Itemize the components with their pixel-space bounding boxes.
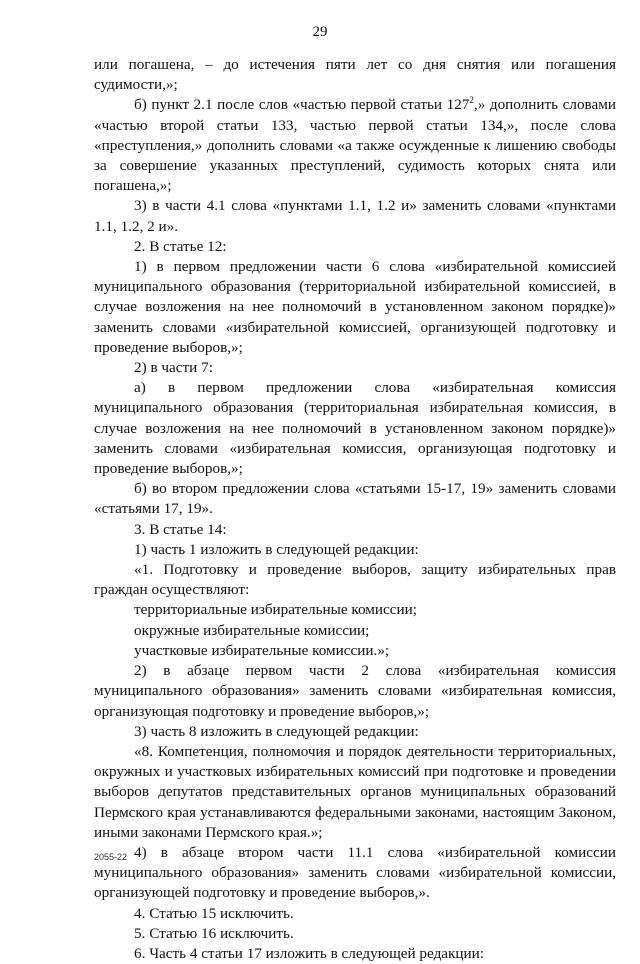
- paragraph-article-17-part-4: 6. Часть 4 статьи 17 изложить в следующей редакции:: [134, 944, 485, 962]
- paragraph-article-12-item-2a: а) в первом предложении слова «избирательная комиссия муниципального образования (территориальная избирательная комиссия, в случае возложения на нее полномочий в установленном законом порядке)» заменить словами «избирательная комиссия, организующая подготовку и проведение выборов,»;: [94, 379, 616, 478]
- footer-document-code: 2055-22: [94, 852, 128, 862]
- paragraph-article-14-item-3: 3) часть 8 изложить в следующей редакции:: [134, 722, 419, 740]
- paragraph-article-16-excluded: 5. Статью 16 исключить.: [134, 924, 294, 942]
- paragraph-item-3-part-4-1: 3) в части 4.1 слова «пунктами 1.1, 1.2 и» заменить словами «пунктами 1.1, 1.2, 2 и».: [94, 197, 616, 235]
- paragraph-article-12-item-1: 1) в первом предложении части 6 слова «избирательной комиссией муниципального образования (территориальной избирательной комиссией, в случае возложения на нее полномочий в установленном законом порядке)» заменить словами «избирательной комиссией, организующей подготовку и проведение выборов,»;: [94, 258, 616, 356]
- list-item-territorial-commissions: территориальные избирательные комиссии;: [134, 601, 417, 619]
- paragraph-article-14-item-4: 4) в абзаце втором части 11.1 слова «избирательной комиссии муниципального образования» заменить словами «избирательной комиссии, организующей подготовку и проведение выборов,».: [94, 843, 616, 902]
- paragraph-article-12-item-2b: б) во втором предложении слова «статьями 15-17, 19» заменить словами «статьями 17, 19».: [94, 480, 616, 518]
- paragraph-article-12-heading: 2. В статье 12:: [134, 237, 227, 255]
- paragraph-article-14-item-1: 1) часть 1 изложить в следующей редакции:: [134, 540, 419, 558]
- document-body: [94, 55, 616, 964]
- paragraph-article-15-excluded: 4. Статью 15 исключить.: [134, 904, 294, 922]
- superscript: 2: [469, 95, 474, 106]
- paragraph-amendment-b-point-2-1: б) пункт 2.1 после слов «частью первой статьи $127^2$,» дополнить словами «частью второй статьи 133, частью первой статьи 134,», после слова «преступления,» дополнить словами «а также осужденные к лишению свободы за совершение указанных преступлений, судимость которых снята или погашена,»;: [94, 95, 616, 195]
- paragraph-article-12-item-2: 2) в части 7:: [134, 359, 213, 377]
- paragraph-article-14-item-2: 2) в абзаце первом части 2 слова «избирательная комиссия муниципального образования» заменить словами «избирательная комиссия, организующая подготовку и проведение выборов,»;: [94, 662, 616, 720]
- paragraph-continuation: или погашена, – до истечения пяти лет со дня снятия или погашения судимости,»;: [94, 56, 616, 94]
- list-item-precinct-commissions: участковые избирательные комиссии.»;: [134, 641, 390, 659]
- paragraph-article-14-part-8-text: «8. Компетенция, полномочия и порядок деятельности территориальных, окружных и участковых избирательных комиссий при подготовке и проведении выборов депутатов представительных органов муниципальных образований Пермского края устанавливаются федеральными законами, настоящим Законом, иными законами Пермского края.»;: [94, 742, 616, 841]
- paragraph-article-14-part-1-text: «1. Подготовку и проведение выборов, защиту избирательных прав граждан осуществляют:: [94, 561, 616, 599]
- list-item-district-commissions: окружные избирательные комиссии;: [134, 621, 370, 639]
- paragraph-article-14-heading: 3. В статье 14:: [134, 520, 227, 538]
- page-number: 29: [312, 24, 328, 40]
